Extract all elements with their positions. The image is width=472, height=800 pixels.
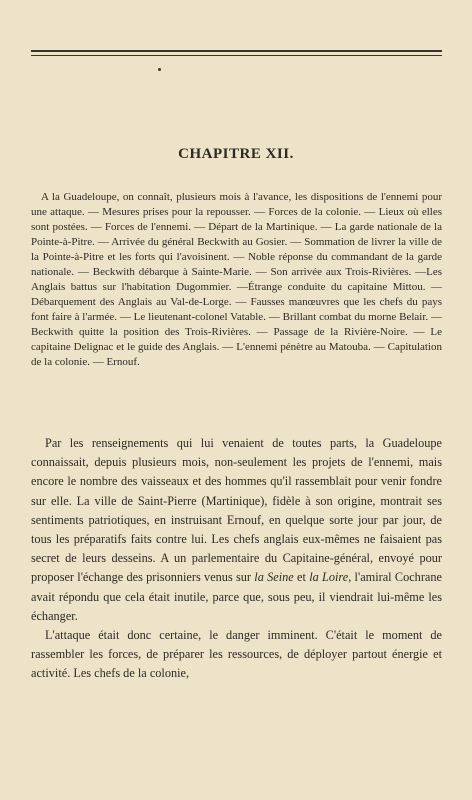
paragraph-1-part-b: et bbox=[293, 570, 310, 585]
paragraph-1-part-c: , l'amiral Cochrane avait répondu que cela était inutile, parce que, sous peu, il viendrait lui-même les échanger. bbox=[31, 570, 442, 623]
body-text bbox=[31, 434, 442, 684]
ship-name-seine: la Seine bbox=[254, 570, 294, 585]
header-rule-thick bbox=[31, 50, 442, 52]
ship-name-loire: la Loire bbox=[309, 570, 349, 585]
chapter-summary: A la Guadeloupe, on connaît, plusieurs mois à l'avance, les dispositions de l'ennemi pour une attaque. — Mesures prises pour la repousser. — Forces de la colonie. — Lieux où elles sont postées. — Forces de l'ennemi. — Départ de la Martinique. — La garde nationale de la Pointe-à-Pitre. — Arrivée du général Beckwith au Gosier. — Sommation de livrer la ville de la Pointe-à-Pitre et les forts qui l'avoisinent. — Noble réponse du commandant de la garde nationale. — Beckwith débarque à Sainte-Marie. — Son arrivée aux Trois-Rivières. —Les Anglais battus sur l'habitation Dugommier. —Étrange conduite du capitaine Mittou. — Débarquement des Anglais au Val-de-Lorge. — Fausses manœuvres que les chefs du pays font faire à l'armée. — Le lieutenant-colonel Vatable. — Brillant combat du morne Belair. —Beckwith quitte la position des Trois-Rivières. — Passage de la Rivière-Noire. — Le capitaine Delignac et le guide des Anglais. — L'ennemi pénètre au Matouba. — Capitulation de la colonie. — Ernouf. bbox=[31, 191, 442, 368]
paragraph-1 bbox=[31, 434, 442, 626]
paragraph-1-part-a: Par les renseignements qui lui venaient de toutes parts, la Guadeloupe connaissait, depuis plusieurs mois, non-seulement les projets de l'ennemi, mais encore le nombre des vaisseaux et des hommes qu'il rassemblait pour venir fondre sur elle. La ville de Saint-Pierre (Martinique), fidèle à son origine, montrait ses sentiments patriotiques, en instruisant Ernouf, en quelque sorte jour par jour, de tous les préparatifs faits contre lui. Les chefs anglais eux-mêmes ne faisaient pas secret de leurs desseins. A un parlementaire du Capitaine-général, envoyé pour proposer l'échange des prisonniers venus sur bbox=[31, 436, 442, 585]
header-rule-thin bbox=[31, 55, 442, 56]
chapter-title: CHAPITRE XII. bbox=[178, 146, 294, 162]
paragraph-2: L'attaque était donc certaine, le danger imminent. C'était le moment de rassembler les forces, de préparer les ressources, de déployer partout énergie et activité. Les chefs de la colonie, bbox=[31, 628, 442, 681]
ornament-dot bbox=[158, 68, 161, 71]
